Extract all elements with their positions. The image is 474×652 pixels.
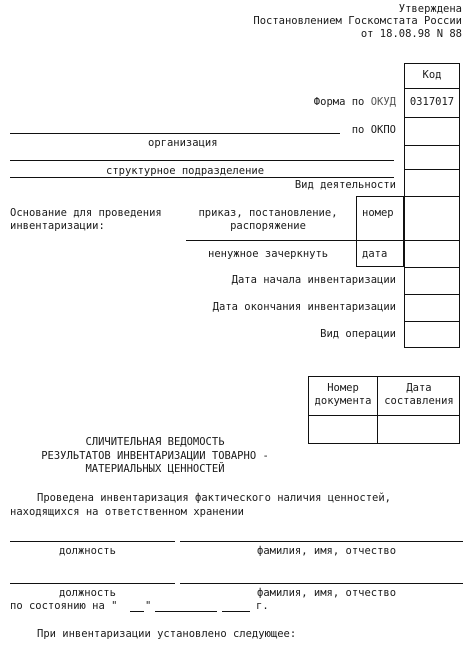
basis-label-1: Основание для проведения bbox=[10, 207, 162, 219]
approval-line-2: Постановлением Госкомстата России bbox=[253, 15, 462, 27]
okud-label: ОКУД bbox=[370, 96, 396, 108]
finding-text: При инвентаризации установлено следующее: bbox=[37, 628, 297, 640]
doc-type-line-1: приказ, постановление, bbox=[198, 207, 338, 219]
doc-table-col2-2: составления bbox=[384, 395, 454, 407]
doc-table-col1-2: документа bbox=[314, 395, 372, 407]
strike-note: ненужное зачеркнуть bbox=[208, 248, 329, 260]
doc-type-line-2: распоряжение bbox=[230, 220, 306, 232]
end-date-label: Дата окончания инвентаризации bbox=[212, 301, 396, 313]
subdivision-caption: структурное подразделение bbox=[106, 165, 265, 177]
as-of-prefix: по состоянию на " bbox=[10, 600, 118, 612]
form-label: Форма по ОКУД bbox=[313, 96, 396, 108]
position-caption-2: должность bbox=[59, 587, 116, 599]
fio-caption-1: фамилия, имя, отчество bbox=[257, 545, 397, 557]
activity-label: Вид деятельности bbox=[294, 179, 396, 191]
doc-table-col1-1: Номер bbox=[327, 382, 359, 394]
as-of-quote: " bbox=[145, 600, 152, 612]
approval-line-1: Утверждена bbox=[398, 3, 462, 15]
okud-value: 0317017 bbox=[409, 96, 455, 108]
title-line-3: МАТЕРИАЛЬНЫХ ЦЕННОСТЕЙ bbox=[85, 463, 225, 475]
position-field-1[interactable] bbox=[10, 541, 175, 542]
doc-number-cell[interactable] bbox=[308, 416, 377, 443]
code-header: Код bbox=[422, 69, 442, 81]
as-of-year-suffix: г. bbox=[256, 600, 269, 612]
approval-line-3: от 18.08.98 N 88 bbox=[360, 28, 462, 40]
title-line-1: СЛИЧИТЕЛЬНАЯ ВЕДОМОСТЬ bbox=[85, 436, 225, 448]
para-line-2: находящихся на ответственном хранении bbox=[10, 506, 244, 518]
subdivision-field-line[interactable] bbox=[10, 160, 394, 161]
as-of-day-field[interactable] bbox=[130, 611, 144, 612]
position-caption-1: должность bbox=[59, 545, 116, 557]
fio-field-1[interactable] bbox=[180, 541, 463, 542]
basis-label-2: инвентаризации: bbox=[10, 220, 105, 232]
as-of-year-field[interactable] bbox=[222, 611, 250, 612]
doc-table-col2-1: Дата bbox=[406, 382, 432, 394]
title-line-2: РЕЗУЛЬТАТОВ ИНВЕНТАРИЗАЦИИ ТОВАРНО - bbox=[41, 450, 269, 462]
operation-label: Вид операции bbox=[320, 328, 396, 340]
organization-caption: организация bbox=[148, 137, 218, 149]
position-field-2[interactable] bbox=[10, 583, 175, 584]
as-of-month-field[interactable] bbox=[155, 611, 217, 612]
date-label: дата bbox=[362, 248, 388, 260]
start-date-label: Дата начала инвентаризации bbox=[231, 274, 396, 286]
organization-field-line[interactable] bbox=[10, 133, 340, 134]
fio-caption-2: фамилия, имя, отчество bbox=[257, 587, 397, 599]
number-label: номер bbox=[362, 207, 394, 219]
okpo-label: по ОКПО bbox=[351, 124, 396, 136]
fio-field-2[interactable] bbox=[180, 583, 463, 584]
doc-date-cell[interactable] bbox=[378, 416, 460, 443]
para-line-1: Проведена инвентаризация фактического наличия ценностей, bbox=[37, 492, 392, 504]
